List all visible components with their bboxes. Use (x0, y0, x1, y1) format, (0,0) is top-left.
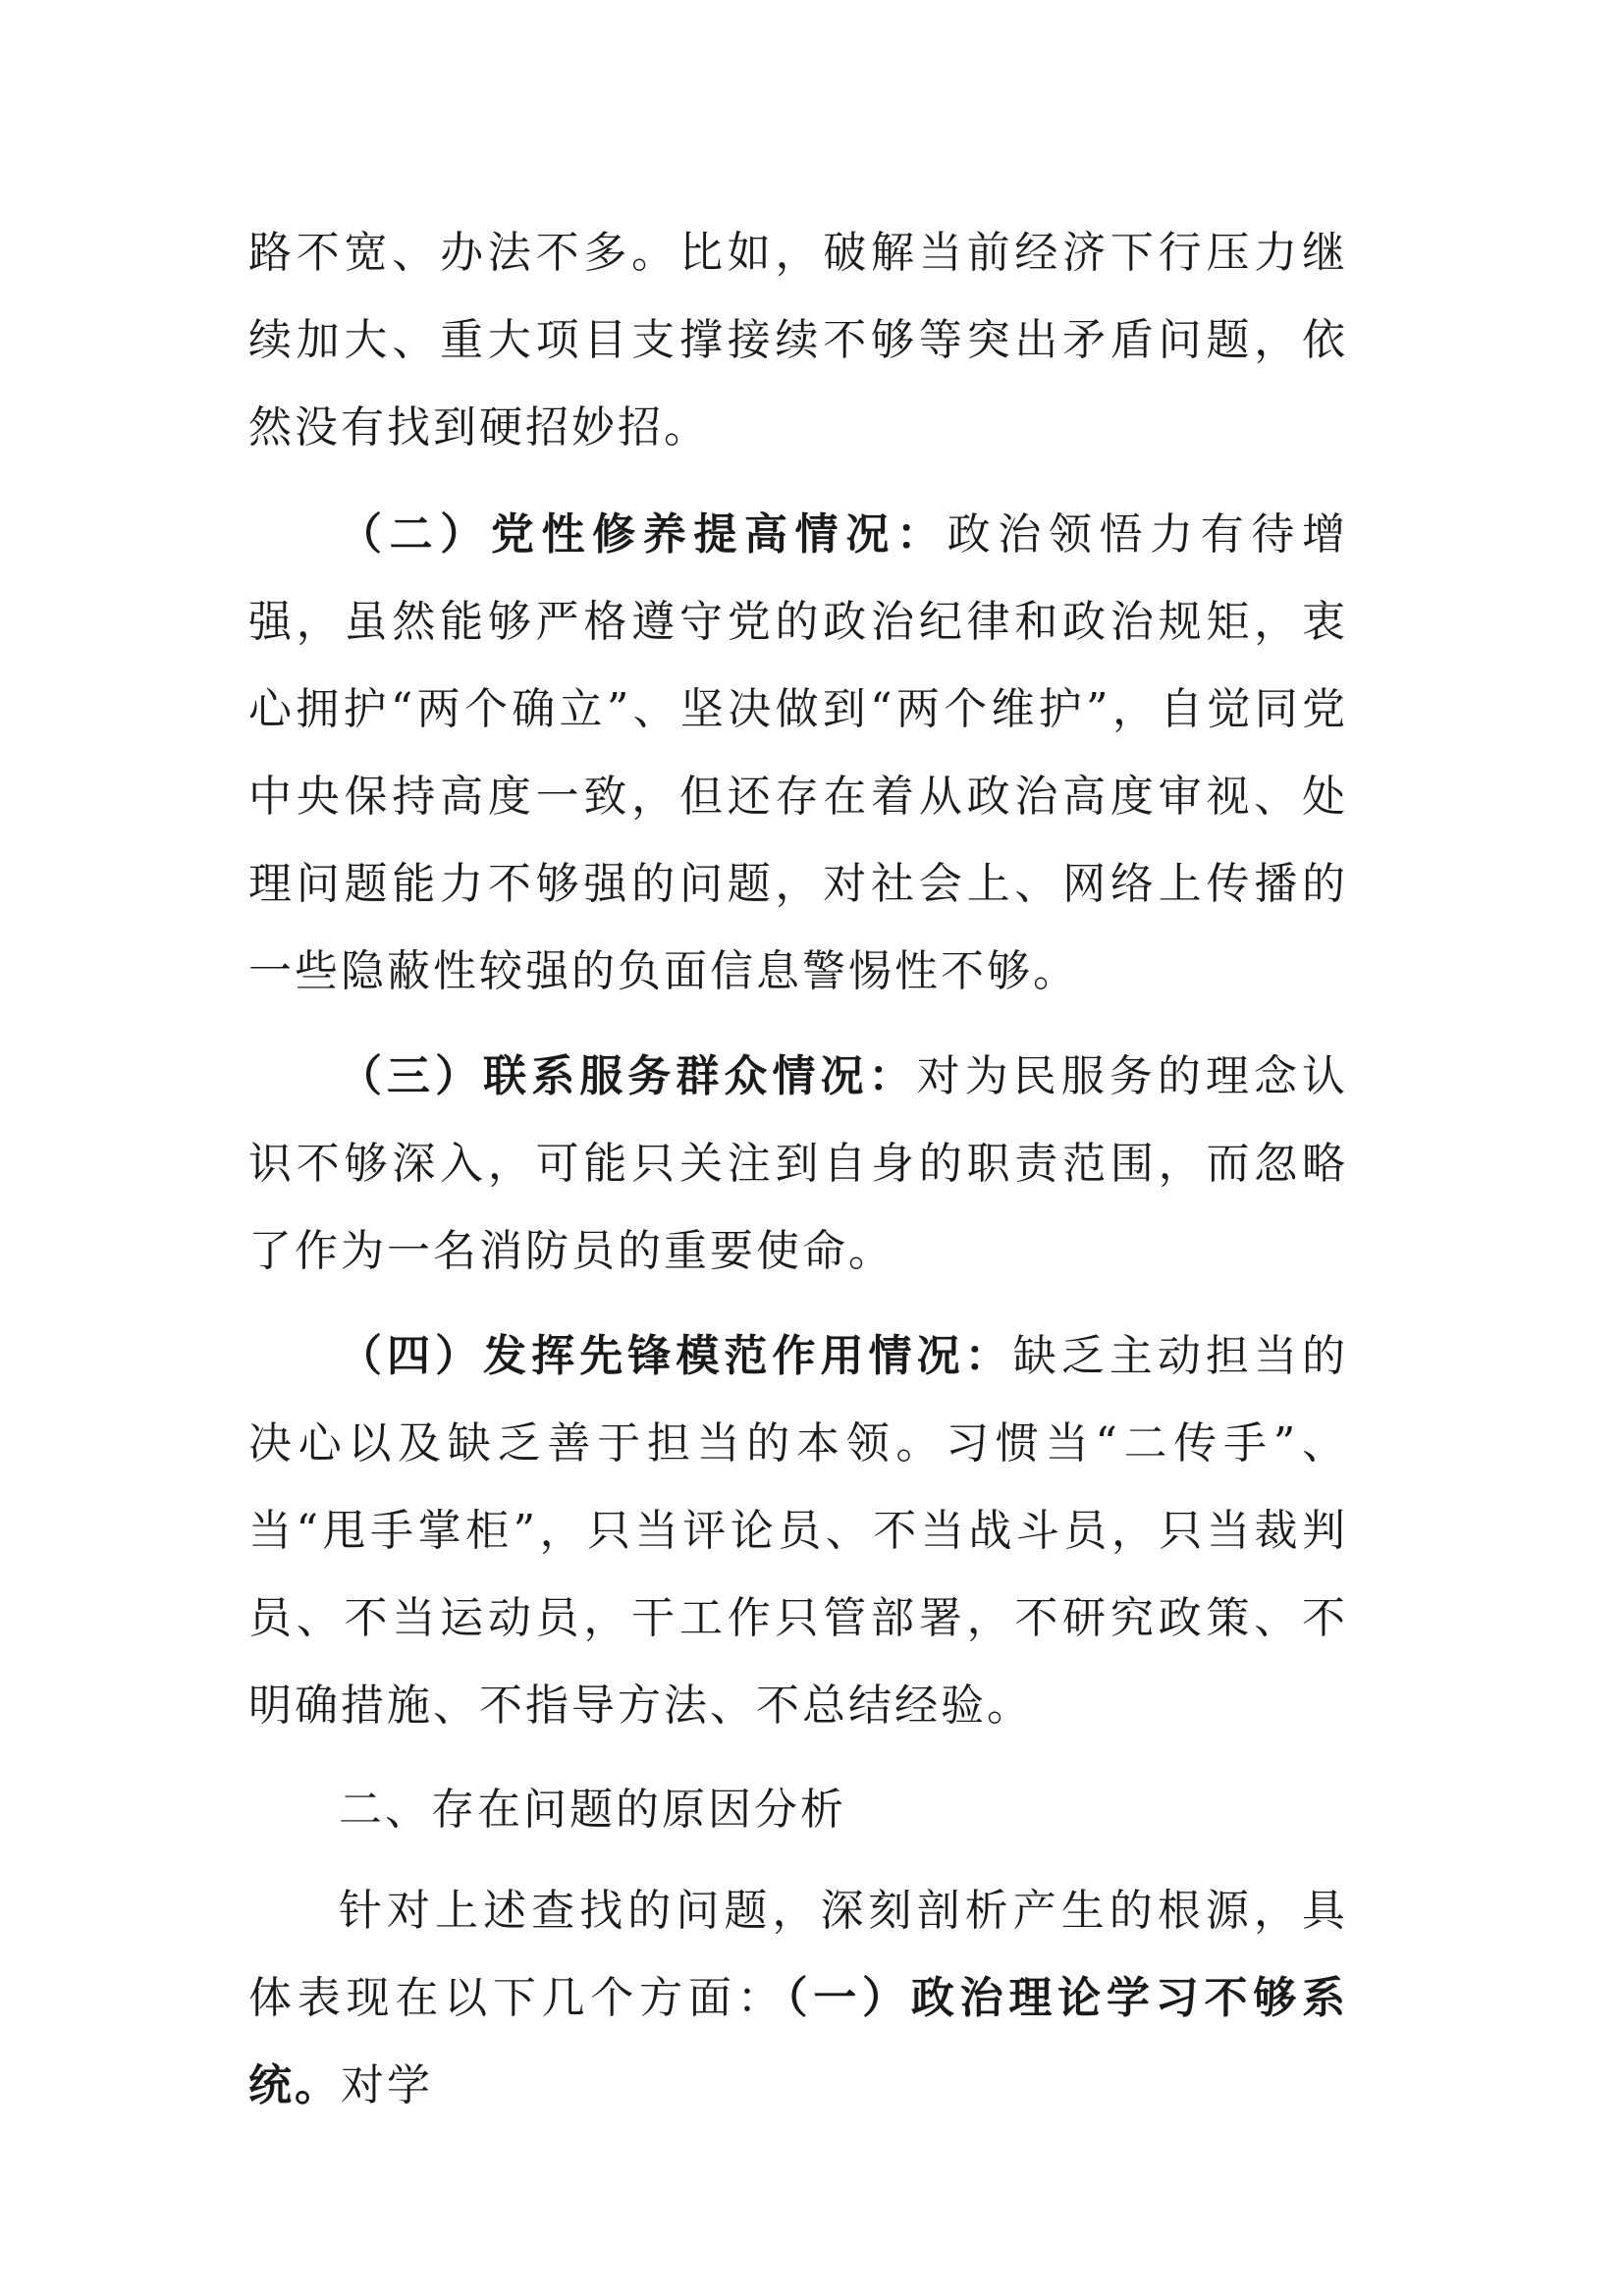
paragraph-tail: 对学 (341, 2060, 433, 2110)
paragraph-text: 政治领悟力有待增强，虽然能够严格遵守党的政治纪律和政治规矩，衷心拥护“两个确立”、坚决做到“两个维护”，自觉同党中央保持高度一致，但还存在着从政治高度审视、处理问题能力不够强的问题，对社会上、网络上传播的一些隐蔽性较强的负面信息警惕性不够。 (248, 509, 1348, 996)
section-lead-4: （四）发挥先锋模范作用情况： (339, 1331, 1013, 1381)
section-lead-2: （二）党性修养提高情况： (339, 509, 947, 560)
paragraph-text: 路不宽、办法不多。比如，破解当前经济下行压力继续加大、重大项目支撑接续不够等突出矛盾问题，依然没有找到硬招妙招。 (248, 228, 1348, 453)
paragraph-text: 针对上述查找的问题，深刻剖析产生的根源，具体表现在以下几个方面： (248, 1886, 1348, 2023)
paragraph-text: 缺乏主动担当的决心以及缺乏善于担当的本领。习惯当“二传手”、当“甩手掌柜”，只当评论员、不当战斗员，只当裁判员、不当运动员，干工作只管部署，不研究政策、不明确措施、不指导方法、不总结经验。 (248, 1331, 1349, 1731)
paragraph-cause-analysis (248, 1867, 1348, 2129)
paragraph-text: 对为民服务的理念认识不够深入，可能只关注到自身的职责范围，而忽略了作为一名消防员的重要使命。 (248, 1051, 1349, 1276)
heading-text: 二、存在问题的原因分析 (339, 1785, 846, 1835)
paragraph-party-cultivation (248, 491, 1348, 1015)
paragraph-continuation (248, 209, 1348, 471)
paragraph-serving-masses (248, 1033, 1348, 1295)
section-heading (248, 1766, 1348, 1853)
paragraph-vanguard-role (248, 1312, 1348, 1749)
subheading-inline: （一）政治理论学习不够系统。 (248, 1973, 1348, 2110)
section-lead-3: （三）联系服务群众情况： (339, 1051, 917, 1101)
